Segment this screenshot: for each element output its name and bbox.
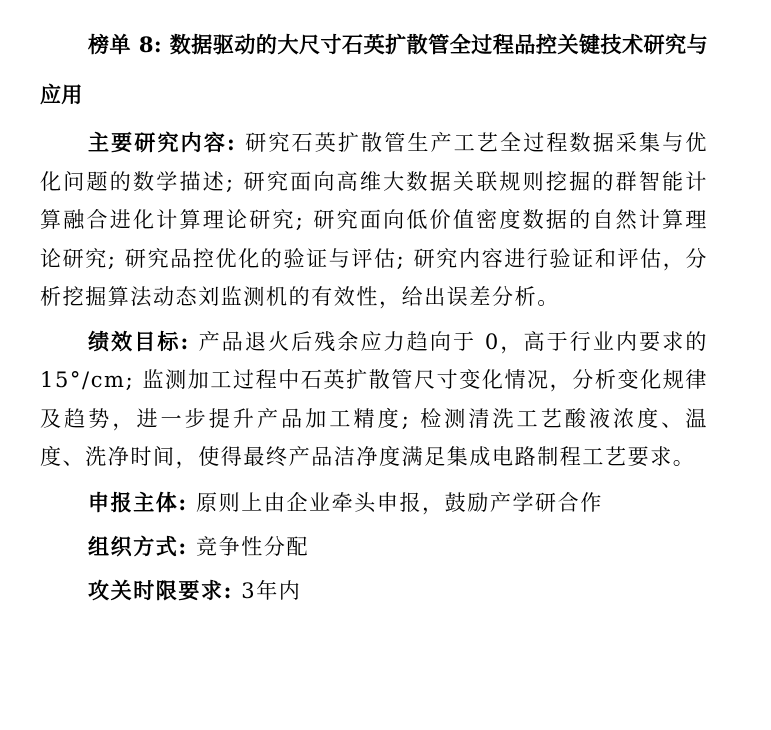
applicant-text: 原则上由企业牵头申报，鼓励产学研合作 xyxy=(187,490,603,515)
time-limit-paragraph xyxy=(40,569,708,613)
document-title: 榜单 8: 数据驱动的大尺寸石英扩散管全过程品控关键技术研究与应用 xyxy=(40,32,708,107)
research-content-paragraph xyxy=(40,124,708,317)
document-body xyxy=(40,20,708,613)
performance-goals-paragraph xyxy=(40,323,708,477)
organization-method-text: 竞争性分配 xyxy=(187,534,310,559)
performance-goals-text: 产品退火后残余应力趋向于 0，高于行业内要求的 15°/cm; 监测加工过程中石英扩散管尺寸变化情况，分析变化规律及趋势，进一步提升产品加工精度; 检测清洗工艺酸液浓度、温度、洗净时间，使得最终产品洁净度满足集成电路制程工艺要求。 xyxy=(40,329,709,469)
time-limit-label: 攻关时限要求: xyxy=(88,577,233,603)
organization-method-label: 组织方式: xyxy=(88,533,188,559)
applicant-label: 申报主体: xyxy=(88,489,188,515)
time-limit-text: 3年内 xyxy=(232,578,302,603)
research-content-label: 主要研究内容: xyxy=(88,130,237,155)
performance-goals-label: 绩效目标: xyxy=(88,328,190,354)
research-content-text: 研究石英扩散管生产工艺全过程数据采集与优化问题的数学描述; 研究面向高维大数据关联规则挖掘的群智能计算融合进化计算理论研究; 研究面向低价值密度数据的自然计算理论研究; 研究品控优化的验证与评估; 研究内容进行验证和评估，分析挖掘算法动态刘监测机的有效性，给出误差分析。 xyxy=(40,131,708,309)
organization-method-paragraph xyxy=(40,525,708,569)
applicant-paragraph xyxy=(40,481,708,525)
